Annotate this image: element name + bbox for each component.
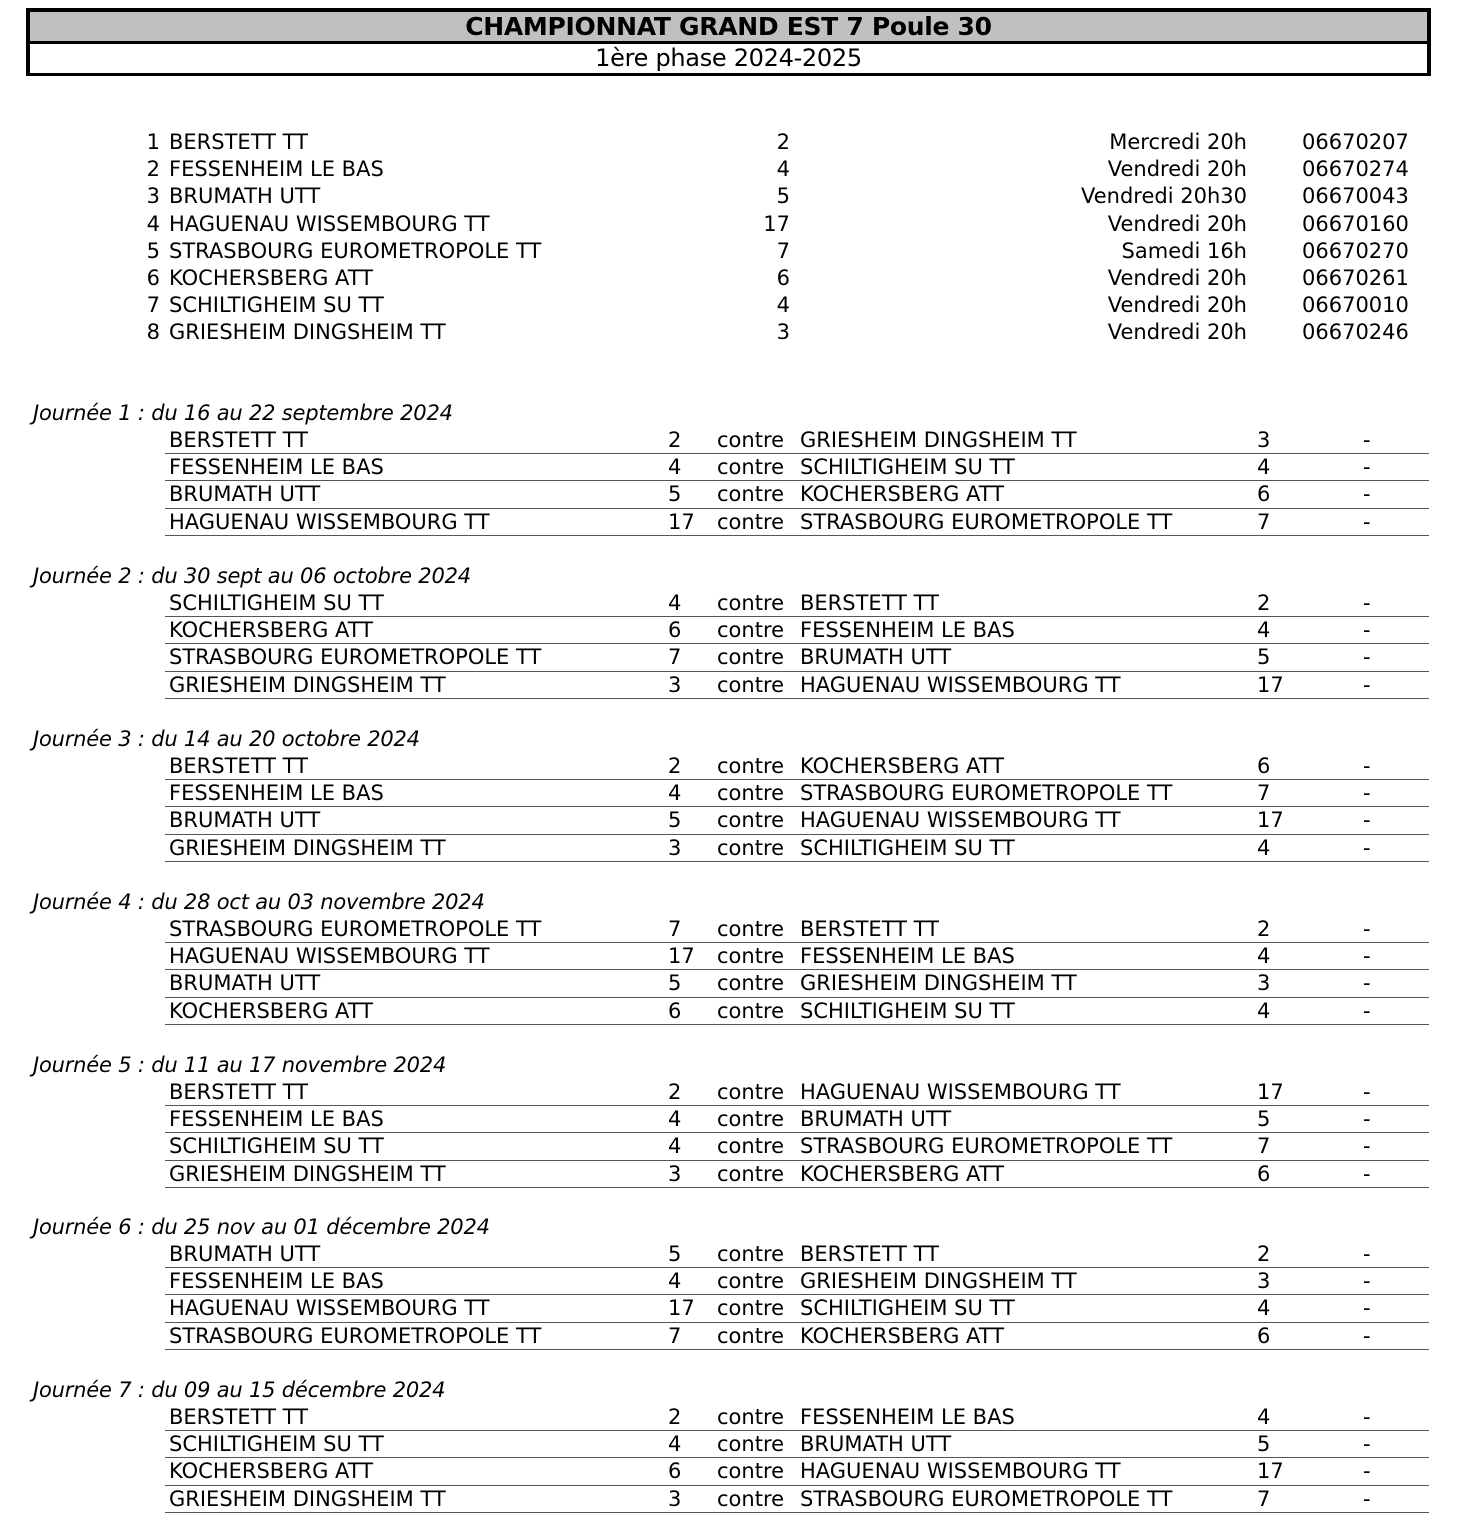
journee-title: Journée 2 : du 30 sept au 06 octobre 2024 (33, 564, 471, 588)
away-club: STRASBOURG EUROMETROPOLE TT (800, 781, 1173, 806)
away-club: SCHILTIGHEIM SU TT (800, 835, 1015, 860)
match-score: - (1363, 998, 1371, 1023)
versus-label: contre (717, 482, 785, 507)
versus-label: contre (717, 944, 785, 969)
versus-label: contre (717, 672, 785, 697)
away-team-number: 6 (1257, 482, 1271, 507)
club-number: 7 (146, 293, 160, 318)
match-score: - (1363, 1080, 1371, 1104)
club-match-day: Vendredi 20h (1107, 265, 1247, 290)
club-match-day: Vendredi 20h (1107, 320, 1247, 345)
club-match-day: Vendredi 20h (1107, 293, 1247, 318)
versus-label: contre (717, 1405, 785, 1429)
match-row (165, 835, 1429, 862)
away-team-number: 5 (1257, 1107, 1271, 1132)
home-club: BERSTETT TT (169, 754, 308, 778)
versus-label: contre (717, 971, 785, 996)
match-row (165, 1404, 1429, 1431)
match-row (165, 1431, 1429, 1458)
club-number: 1 (146, 130, 160, 154)
away-team-number: 7 (1257, 509, 1271, 534)
home-club: BRUMATH UTT (169, 1242, 321, 1266)
match-row (165, 617, 1429, 644)
versus-label: contre (717, 455, 785, 480)
page-title: CHAMPIONNAT GRAND EST 7 Poule 30 (30, 12, 1427, 44)
journee-title: Journée 4 : du 28 oct au 03 novembre 2024 (33, 890, 485, 914)
home-team-number: 3 (668, 672, 682, 697)
match-score: - (1363, 917, 1371, 941)
home-club: GRIESHEIM DINGSHEIM TT (169, 672, 446, 697)
away-team-number: 4 (1257, 835, 1271, 860)
home-club: SCHILTIGHEIM SU TT (169, 591, 384, 615)
club-row (0, 211, 1458, 238)
home-club: STRASBOURG EUROMETROPOLE TT (169, 917, 542, 941)
match-row (165, 1268, 1429, 1295)
club-row (0, 156, 1458, 183)
home-team-number: 2 (668, 428, 682, 452)
club-name: SCHILTIGHEIM SU TT (169, 293, 384, 318)
away-club: HAGUENAU WISSEMBOURG TT (800, 1080, 1121, 1104)
match-row (165, 916, 1429, 943)
club-row (0, 129, 1458, 156)
versus-label: contre (717, 808, 785, 833)
club-name: BERSTETT TT (169, 130, 308, 154)
away-team-number: 2 (1257, 917, 1271, 941)
match-score: - (1363, 1405, 1371, 1429)
away-team-number: 3 (1257, 428, 1271, 452)
match-score: - (1363, 1323, 1371, 1348)
away-club: GRIESHEIM DINGSHEIM TT (800, 1269, 1077, 1294)
away-club: GRIESHEIM DINGSHEIM TT (800, 971, 1077, 996)
home-team-number: 4 (668, 455, 682, 480)
home-team-number: 4 (668, 1432, 682, 1457)
away-club: SCHILTIGHEIM SU TT (800, 1296, 1015, 1321)
away-club: SCHILTIGHEIM SU TT (800, 455, 1015, 480)
home-team-number: 17 (668, 1296, 695, 1321)
home-team-number: 4 (668, 781, 682, 806)
home-club: BRUMATH UTT (169, 482, 321, 507)
club-team-number: 3 (776, 320, 790, 345)
away-club: KOCHERSBERG ATT (800, 1323, 1005, 1348)
club-match-day: Vendredi 20h (1107, 211, 1247, 236)
away-club: HAGUENAU WISSEMBOURG TT (800, 672, 1121, 697)
home-team-number: 2 (668, 1405, 682, 1429)
club-code: 06670010 (1302, 293, 1409, 318)
home-club: KOCHERSBERG ATT (169, 998, 374, 1023)
match-score: - (1363, 591, 1371, 615)
match-row (165, 1106, 1429, 1133)
club-match-day: Vendredi 20h (1107, 157, 1247, 182)
match-row (165, 1133, 1429, 1160)
home-team-number: 6 (668, 618, 682, 643)
versus-label: contre (717, 754, 785, 778)
home-club: HAGUENAU WISSEMBOURG TT (169, 944, 490, 969)
versus-label: contre (717, 591, 785, 615)
away-team-number: 4 (1257, 998, 1271, 1023)
versus-label: contre (717, 1269, 785, 1294)
match-row (165, 1486, 1429, 1513)
title-box (26, 8, 1431, 76)
club-code: 06670261 (1302, 265, 1409, 290)
home-club: FESSENHEIM LE BAS (169, 1107, 384, 1132)
versus-label: contre (717, 1242, 785, 1266)
club-name: KOCHERSBERG ATT (169, 265, 374, 290)
away-team-number: 2 (1257, 1242, 1271, 1266)
club-code: 06670207 (1302, 130, 1409, 154)
match-score: - (1363, 482, 1371, 507)
club-team-number: 6 (776, 265, 790, 290)
versus-label: contre (717, 1323, 785, 1348)
club-name: BRUMATH UTT (169, 184, 321, 209)
match-score: - (1363, 1242, 1371, 1266)
match-row (165, 672, 1429, 699)
away-club: HAGUENAU WISSEMBOURG TT (800, 808, 1121, 833)
match-score: - (1363, 428, 1371, 452)
club-number: 8 (146, 320, 160, 345)
away-team-number: 4 (1257, 455, 1271, 480)
away-team-number: 2 (1257, 591, 1271, 615)
home-club: BRUMATH UTT (169, 971, 321, 996)
versus-label: contre (717, 645, 785, 670)
home-club: HAGUENAU WISSEMBOURG TT (169, 509, 490, 534)
club-row (0, 319, 1458, 346)
home-club: SCHILTIGHEIM SU TT (169, 1134, 384, 1159)
away-team-number: 17 (1257, 1459, 1284, 1484)
home-team-number: 3 (668, 1161, 682, 1186)
away-team-number: 4 (1257, 1296, 1271, 1321)
away-team-number: 17 (1257, 672, 1284, 697)
match-row (165, 454, 1429, 481)
club-number: 5 (146, 238, 160, 263)
home-club: GRIESHEIM DINGSHEIM TT (169, 1161, 446, 1186)
home-club: BERSTETT TT (169, 428, 308, 452)
journee-title: Journée 3 : du 14 au 20 octobre 2024 (33, 727, 420, 751)
away-club: STRASBOURG EUROMETROPOLE TT (800, 509, 1173, 534)
club-number: 3 (146, 184, 160, 209)
match-score: - (1363, 1459, 1371, 1484)
away-team-number: 6 (1257, 754, 1271, 778)
versus-label: contre (717, 1134, 785, 1159)
club-name: FESSENHEIM LE BAS (169, 157, 384, 182)
match-row (165, 753, 1429, 780)
home-team-number: 7 (668, 1323, 682, 1348)
club-number: 6 (146, 265, 160, 290)
match-row (165, 943, 1429, 970)
away-club: FESSENHEIM LE BAS (800, 618, 1015, 643)
versus-label: contre (717, 428, 785, 452)
away-club: KOCHERSBERG ATT (800, 1161, 1005, 1186)
versus-label: contre (717, 1080, 785, 1104)
home-team-number: 4 (668, 1107, 682, 1132)
home-team-number: 6 (668, 998, 682, 1023)
club-team-number: 5 (776, 184, 790, 209)
home-team-number: 17 (668, 509, 695, 534)
away-club: STRASBOURG EUROMETROPOLE TT (800, 1134, 1173, 1159)
match-row (165, 644, 1429, 671)
home-club: FESSENHEIM LE BAS (169, 455, 384, 480)
away-team-number: 5 (1257, 645, 1271, 670)
versus-label: contre (717, 998, 785, 1023)
home-team-number: 3 (668, 1486, 682, 1511)
match-score: - (1363, 835, 1371, 860)
journee-title: Journée 6 : du 25 nov au 01 décembre 2024 (33, 1215, 490, 1239)
club-number: 2 (146, 157, 160, 182)
club-code: 06670246 (1302, 320, 1409, 345)
home-team-number: 7 (668, 645, 682, 670)
away-club: BRUMATH UTT (800, 1432, 952, 1457)
home-club: BRUMATH UTT (169, 808, 321, 833)
away-team-number: 6 (1257, 1161, 1271, 1186)
match-score: - (1363, 1432, 1371, 1457)
club-team-number: 4 (776, 293, 790, 318)
home-club: KOCHERSBERG ATT (169, 618, 374, 643)
match-row (165, 1241, 1429, 1268)
match-score: - (1363, 509, 1371, 534)
match-score: - (1363, 1107, 1371, 1132)
club-team-number: 2 (776, 130, 790, 154)
away-club: BRUMATH UTT (800, 1107, 952, 1132)
away-team-number: 4 (1257, 944, 1271, 969)
versus-label: contre (717, 1296, 785, 1321)
journee-title: Journée 1 : du 16 au 22 septembre 2024 (33, 401, 453, 425)
match-score: - (1363, 455, 1371, 480)
versus-label: contre (717, 1486, 785, 1511)
away-club: BERSTETT TT (800, 1242, 939, 1266)
away-club: HAGUENAU WISSEMBOURG TT (800, 1459, 1121, 1484)
match-score: - (1363, 754, 1371, 778)
home-team-number: 4 (668, 1269, 682, 1294)
away-team-number: 4 (1257, 618, 1271, 643)
home-club: FESSENHEIM LE BAS (169, 1269, 384, 1294)
versus-label: contre (717, 1161, 785, 1186)
club-list (0, 129, 1458, 347)
journee-title: Journée 7 : du 09 au 15 décembre 2024 (33, 1378, 446, 1402)
home-team-number: 7 (668, 917, 682, 941)
club-name: GRIESHEIM DINGSHEIM TT (169, 320, 446, 345)
home-club: GRIESHEIM DINGSHEIM TT (169, 1486, 446, 1511)
home-club: STRASBOURG EUROMETROPOLE TT (169, 1323, 542, 1348)
match-score: - (1363, 645, 1371, 670)
match-row (165, 970, 1429, 997)
club-row (0, 265, 1458, 292)
away-club: FESSENHEIM LE BAS (800, 1405, 1015, 1429)
match-row (165, 481, 1429, 508)
home-team-number: 4 (668, 1134, 682, 1159)
club-name: STRASBOURG EUROMETROPOLE TT (169, 238, 542, 263)
match-row (165, 1295, 1429, 1322)
away-club: STRASBOURG EUROMETROPOLE TT (800, 1486, 1173, 1511)
away-club: KOCHERSBERG ATT (800, 754, 1005, 778)
versus-label: contre (717, 1107, 785, 1132)
club-code: 06670043 (1302, 184, 1409, 209)
club-code: 06670274 (1302, 157, 1409, 182)
match-score: - (1363, 971, 1371, 996)
home-team-number: 5 (668, 482, 682, 507)
away-team-number: 3 (1257, 1269, 1271, 1294)
home-club: FESSENHEIM LE BAS (169, 781, 384, 806)
away-club: BERSTETT TT (800, 591, 939, 615)
versus-label: contre (717, 781, 785, 806)
home-team-number: 5 (668, 808, 682, 833)
away-club: KOCHERSBERG ATT (800, 482, 1005, 507)
away-team-number: 7 (1257, 1134, 1271, 1159)
club-number: 4 (146, 211, 160, 236)
home-team-number: 5 (668, 1242, 682, 1266)
home-club: HAGUENAU WISSEMBOURG TT (169, 1296, 490, 1321)
away-team-number: 4 (1257, 1405, 1271, 1429)
club-code: 06670160 (1302, 211, 1409, 236)
away-club: BRUMATH UTT (800, 645, 952, 670)
versus-label: contre (717, 1432, 785, 1457)
match-row (165, 427, 1429, 454)
away-team-number: 6 (1257, 1323, 1271, 1348)
club-match-day: Mercredi 20h (1109, 130, 1247, 154)
home-team-number: 5 (668, 971, 682, 996)
match-row (165, 509, 1429, 536)
match-score: - (1363, 944, 1371, 969)
club-row (0, 292, 1458, 319)
match-score: - (1363, 672, 1371, 697)
match-score: - (1363, 618, 1371, 643)
match-row (165, 780, 1429, 807)
club-team-number: 7 (776, 238, 790, 263)
away-team-number: 7 (1257, 781, 1271, 806)
match-row (165, 807, 1429, 834)
away-team-number: 3 (1257, 971, 1271, 996)
home-team-number: 6 (668, 1459, 682, 1484)
home-team-number: 2 (668, 1080, 682, 1104)
home-club: BERSTETT TT (169, 1405, 308, 1429)
club-code: 06670270 (1302, 238, 1409, 263)
home-club: SCHILTIGHEIM SU TT (169, 1432, 384, 1457)
match-score: - (1363, 1161, 1371, 1186)
away-team-number: 17 (1257, 808, 1284, 833)
club-team-number: 17 (763, 211, 790, 236)
versus-label: contre (717, 917, 785, 941)
away-team-number: 7 (1257, 1486, 1271, 1511)
home-team-number: 4 (668, 591, 682, 615)
home-club: GRIESHEIM DINGSHEIM TT (169, 835, 446, 860)
match-score: - (1363, 1134, 1371, 1159)
away-club: GRIESHEIM DINGSHEIM TT (800, 428, 1077, 452)
club-match-day: Vendredi 20h30 (1081, 184, 1247, 209)
club-name: HAGUENAU WISSEMBOURG TT (169, 211, 490, 236)
away-team-number: 17 (1257, 1080, 1284, 1104)
match-score: - (1363, 1296, 1371, 1321)
home-club: BERSTETT TT (169, 1080, 308, 1104)
club-row (0, 183, 1458, 210)
match-score: - (1363, 1269, 1371, 1294)
versus-label: contre (717, 1459, 785, 1484)
match-row (165, 1458, 1429, 1485)
match-score: - (1363, 781, 1371, 806)
versus-label: contre (717, 509, 785, 534)
away-club: SCHILTIGHEIM SU TT (800, 998, 1015, 1023)
club-match-day: Samedi 16h (1121, 238, 1247, 263)
home-club: STRASBOURG EUROMETROPOLE TT (169, 645, 542, 670)
match-row (165, 1323, 1429, 1350)
home-team-number: 3 (668, 835, 682, 860)
club-team-number: 4 (776, 157, 790, 182)
home-team-number: 17 (668, 944, 695, 969)
match-row (165, 1161, 1429, 1188)
versus-label: contre (717, 835, 785, 860)
away-club: FESSENHEIM LE BAS (800, 944, 1015, 969)
match-score: - (1363, 808, 1371, 833)
club-row (0, 238, 1458, 265)
page-subtitle: 1ère phase 2024-2025 (30, 44, 1427, 73)
match-row (165, 590, 1429, 617)
home-team-number: 2 (668, 754, 682, 778)
journee-title: Journée 5 : du 11 au 17 novembre 2024 (33, 1053, 447, 1077)
versus-label: contre (717, 618, 785, 643)
match-row (165, 998, 1429, 1025)
away-club: BERSTETT TT (800, 917, 939, 941)
match-row (165, 1079, 1429, 1106)
away-team-number: 5 (1257, 1432, 1271, 1457)
match-score: - (1363, 1486, 1371, 1511)
home-club: KOCHERSBERG ATT (169, 1459, 374, 1484)
